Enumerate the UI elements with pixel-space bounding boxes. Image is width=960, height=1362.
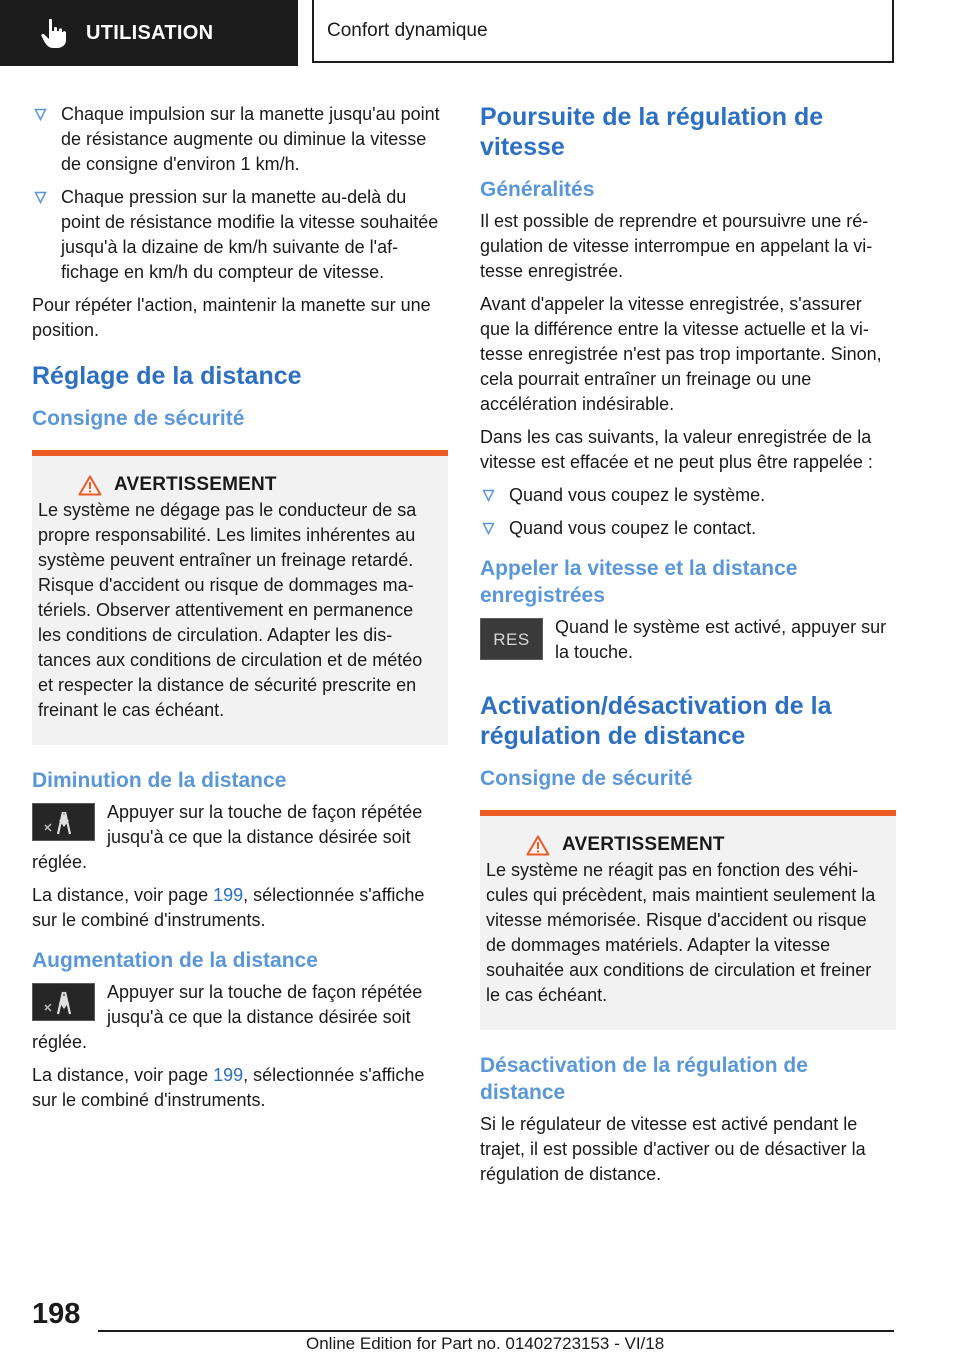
list-item-text: Chaque pression sur la manette au-delà du point de résistance modifie la vitesse souhaitée jusqu'à la dizaine de km/h suivante de l'affichage en km/h du compteur de vitesse. xyxy=(61,187,439,282)
triangle-bullet-icon xyxy=(34,191,47,204)
triangle-bullet-icon xyxy=(34,108,47,121)
list-item xyxy=(480,516,896,541)
page-link[interactable]: 199 xyxy=(213,885,244,905)
list-item xyxy=(32,102,448,177)
paragraph-general-2: Avant d'appeler la vitesse enregistrée, s'assurer que la différence entre la vitesse actuelle et la vitesse enregistrée n'est pas trop importante. Sinon, cela pourrait entraîner un freinage ou une accélération indésirable. xyxy=(480,294,882,414)
heading-decrease-distance: Diminution de la distance xyxy=(32,769,287,792)
paragraph-general-3: Dans les cas suivants, la valeur enregistrée de la vitesse est effacée et ne peut plus être rappelée : xyxy=(480,427,873,472)
list-item-text: Chaque impulsion sur la manette jusqu'au point de résistance augmente ou diminue la vitesse de consigne d'environ 1 km/h. xyxy=(61,104,440,174)
hand-pointer-icon xyxy=(34,13,74,53)
increase-instruction-text: Appuyer sur la touche de façon répétée jusqu'à ce que la distance désirée soit réglée. xyxy=(32,982,423,1052)
heading-safety-note: Consigne de sécurité xyxy=(32,407,245,430)
distance-button-decrease-icon xyxy=(32,803,95,841)
footer-divider xyxy=(98,1330,894,1332)
warning-header xyxy=(526,834,887,856)
heading-general: Généralités xyxy=(480,178,595,201)
decrease-instruction-text: Appuyer sur la touche de façon répétée jusqu'à ce que la distance désirée soit réglée. xyxy=(32,802,423,872)
page-link[interactable]: 199 xyxy=(213,1065,244,1085)
warning-box xyxy=(480,810,896,1030)
paragraph-hold: Pour répéter l'action, maintenir la manette sur une position. xyxy=(32,295,431,340)
recall-instruction xyxy=(480,615,896,665)
page-number: 198 xyxy=(32,1298,81,1330)
heading-distance-setting: Réglage de la distance xyxy=(32,362,302,390)
warning-text: Le système ne dégage pas le conducteur de sa propre responsabilité. Les limites inhérentes au système peuvent entraîner un freinage retardé. Risque d'accident ou risque de dommages matériels. Observer attentivement en permanence les conditions de circulation. Adapter les distances aux conditions de circulation et de météo et respecter la distance de sécurité prescrite en freinant le cas échéant. xyxy=(38,500,423,720)
increase-page-reference: La distance, voir page 199, sélectionnée s'affiche sur le combiné d'instruments. xyxy=(32,1065,425,1110)
edition-info: Online Edition for Part no. 01402723153 - VI/18 xyxy=(306,1334,665,1353)
chapter-title: Confort dynamique xyxy=(327,19,488,41)
res-button-icon xyxy=(480,618,543,660)
decrease-instruction xyxy=(32,800,448,875)
heading-recall-speed-distance: Appeler la vitesse et la distance enregistrées xyxy=(480,557,798,607)
warning-text: Le système ne réagit pas en fonction des véhicules qui précèdent, mais maintient seulement la vitesse mémorisée. Risque d'accident ou risque de dommages matériels. Adapter la vitesse souhaitée aux conditions de circulation et freiner le cas échéant. xyxy=(486,860,876,1005)
warning-triangle-icon xyxy=(526,835,550,856)
right-column xyxy=(480,102,896,1195)
chapter-header xyxy=(312,0,894,63)
triangle-bullet-icon xyxy=(482,522,495,535)
heading-safety-note: Consigne de sécurité xyxy=(480,767,693,790)
increase-instruction xyxy=(32,980,448,1055)
recall-instruction-text: Quand le système est activé, appuyer sur la touche. xyxy=(555,617,887,662)
res-button-label: RES xyxy=(493,629,530,649)
heading-resume-speed-control: Poursuite de la régulation de vitesse xyxy=(480,103,824,161)
distance-button-increase-icon xyxy=(32,983,95,1021)
list-item-text: Quand vous coupez le contact. xyxy=(509,518,757,538)
decrease-page-reference: La distance, voir page 199, sélectionnée s'affiche sur le combiné d'instruments. xyxy=(32,885,425,930)
list-item xyxy=(32,185,448,285)
warning-title: AVERTISSEMENT xyxy=(562,834,725,855)
heading-activation-deactivation: Activation/désactivation de la régulation de distance xyxy=(480,692,832,750)
paragraph-deactivation: Si le régulateur de vitesse est activé pendant le trajet, il est possible d'activer ou de désactiver la régulation de distance. xyxy=(480,1114,866,1184)
warning-triangle-icon xyxy=(78,475,102,496)
section-tab[interactable] xyxy=(0,0,298,66)
section-title: UTILISATION xyxy=(86,21,214,44)
list-item xyxy=(480,483,896,508)
list-item-text: Quand vous coupez le système. xyxy=(509,485,766,505)
warning-title: AVERTISSEMENT xyxy=(114,474,277,495)
left-column xyxy=(32,102,448,1121)
triangle-bullet-icon xyxy=(482,489,495,502)
warning-header xyxy=(78,474,439,496)
paragraph-general-1: Il est possible de reprendre et poursuivre une régulation de vitesse interrompue en appelant la vitesse enregistrée. xyxy=(480,211,873,281)
warning-box xyxy=(32,450,448,745)
heading-deactivation: Désactivation de la régulation de distance xyxy=(480,1054,808,1104)
heading-increase-distance: Augmentation de la distance xyxy=(32,949,318,972)
